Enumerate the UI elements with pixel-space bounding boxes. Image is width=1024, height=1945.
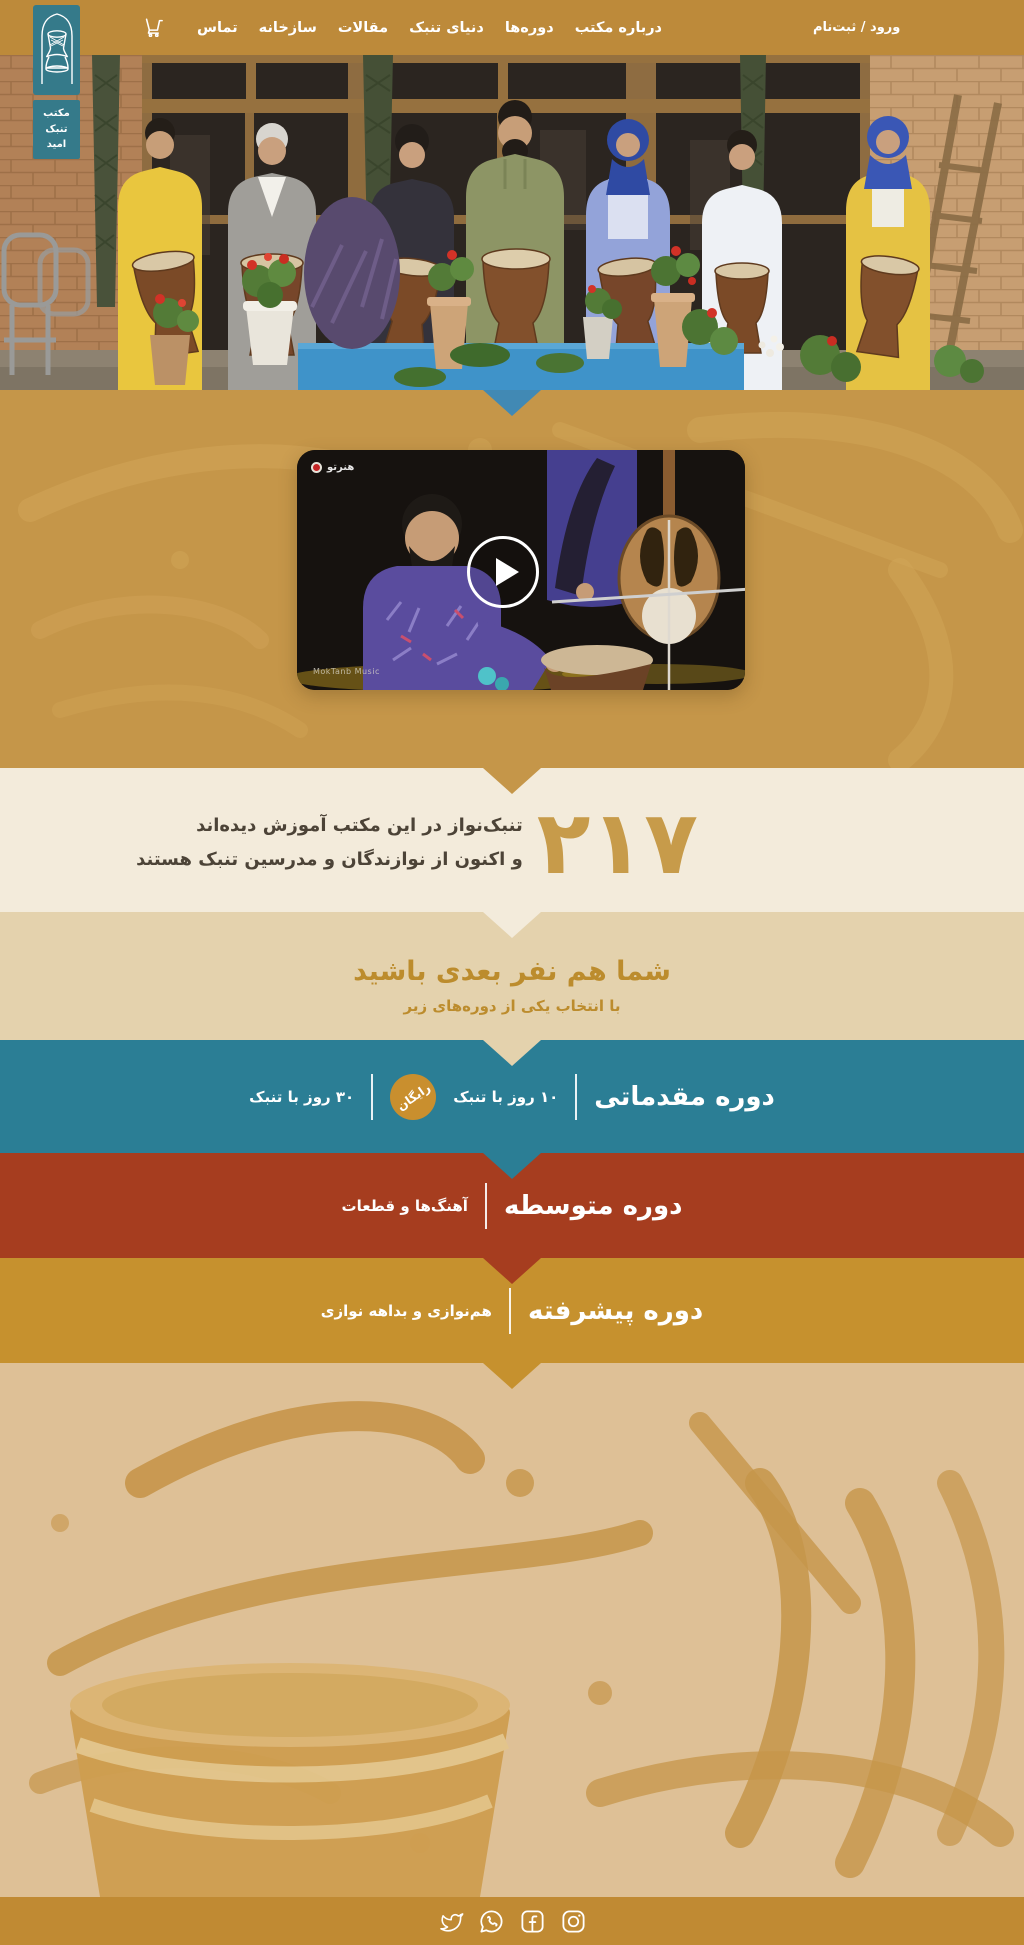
course-band-advanced[interactable] <box>0 1258 1024 1363</box>
play-icon <box>496 558 519 586</box>
stats-line-1: تنبک‌نواز در این مکتب آموزش دیده‌اند <box>196 814 523 836</box>
top-nav <box>0 0 1024 55</box>
cta-section <box>0 912 1024 1040</box>
course-item: ۳۰ روز با تنبک <box>249 1087 355 1106</box>
free-badge: رایگان <box>390 1074 436 1120</box>
section-notch <box>483 768 541 794</box>
students-count: ۲۱۷ <box>536 791 698 895</box>
nav-about[interactable]: درباره مکتب <box>574 19 662 36</box>
facebook-icon[interactable] <box>519 1908 546 1935</box>
whatsapp-icon[interactable] <box>478 1908 505 1935</box>
instagram-icon[interactable] <box>560 1908 587 1935</box>
twitter-icon[interactable] <box>437 1908 464 1935</box>
cta-title: شما هم نفر بعدی باشید <box>353 956 671 987</box>
section-notch <box>483 390 541 416</box>
nav-contact[interactable]: تماس <box>197 19 238 36</box>
intro-video-section <box>0 390 1024 768</box>
nav-tonbak-world[interactable]: دنیای تنبک <box>409 19 484 36</box>
course-band-intermediate[interactable] <box>0 1153 1024 1258</box>
divider <box>509 1288 511 1334</box>
hero-photo-illustration <box>0 55 1024 390</box>
footer <box>0 1897 1024 1945</box>
course-item: ۱۰ روز با تنبک <box>453 1087 559 1106</box>
cart-icon[interactable] <box>143 18 164 37</box>
play-button[interactable] <box>467 536 539 608</box>
nav-articles[interactable]: مقالات <box>337 19 389 36</box>
course-item: هم‌نوازی و بداهه نوازی <box>320 1301 492 1320</box>
logo-wordmark: مکتب تنبک امید <box>33 100 80 159</box>
divider <box>371 1074 373 1120</box>
channel-watermark: هنرتو <box>311 462 354 473</box>
cta-subtitle: با انتخاب یکی از دوره‌های زیر <box>403 997 621 1015</box>
calligraphy-section <box>0 1363 1024 1897</box>
divider <box>485 1183 487 1229</box>
video-player[interactable] <box>297 450 745 690</box>
section-notch <box>483 1040 541 1066</box>
logo-drum-icon <box>33 5 80 95</box>
stats-line-2: و اکنون از نوازندگان و مدرسین تنبک هستند <box>136 849 523 870</box>
stats-section <box>0 768 1024 912</box>
stats-caption <box>136 809 523 877</box>
calligraphy-art <box>0 1363 1024 1897</box>
section-notch <box>483 1363 541 1389</box>
nav-instrument-shop[interactable]: سازخانه <box>258 19 317 36</box>
section-notch <box>483 1258 541 1284</box>
divider <box>575 1074 577 1120</box>
course-name: دوره پیشرفته <box>527 1295 704 1326</box>
course-name: دوره مقدماتی <box>594 1081 775 1112</box>
course-band-beginner[interactable] <box>0 1040 1024 1153</box>
login-register-link[interactable]: ورود / ثبت‌نام <box>813 20 901 35</box>
section-notch <box>483 912 541 938</box>
credit-watermark: MokTanb Music <box>313 667 380 676</box>
course-name: دوره متوسطه <box>503 1190 683 1221</box>
main-menu <box>143 0 662 55</box>
course-item: آهنگ‌ها و قطعات <box>341 1196 468 1215</box>
channel-logo-icon <box>311 462 322 473</box>
section-notch <box>483 1153 541 1179</box>
nav-courses[interactable]: دوره‌ها <box>504 19 554 36</box>
site-logo[interactable] <box>33 5 80 159</box>
hero-photo <box>0 55 1024 390</box>
